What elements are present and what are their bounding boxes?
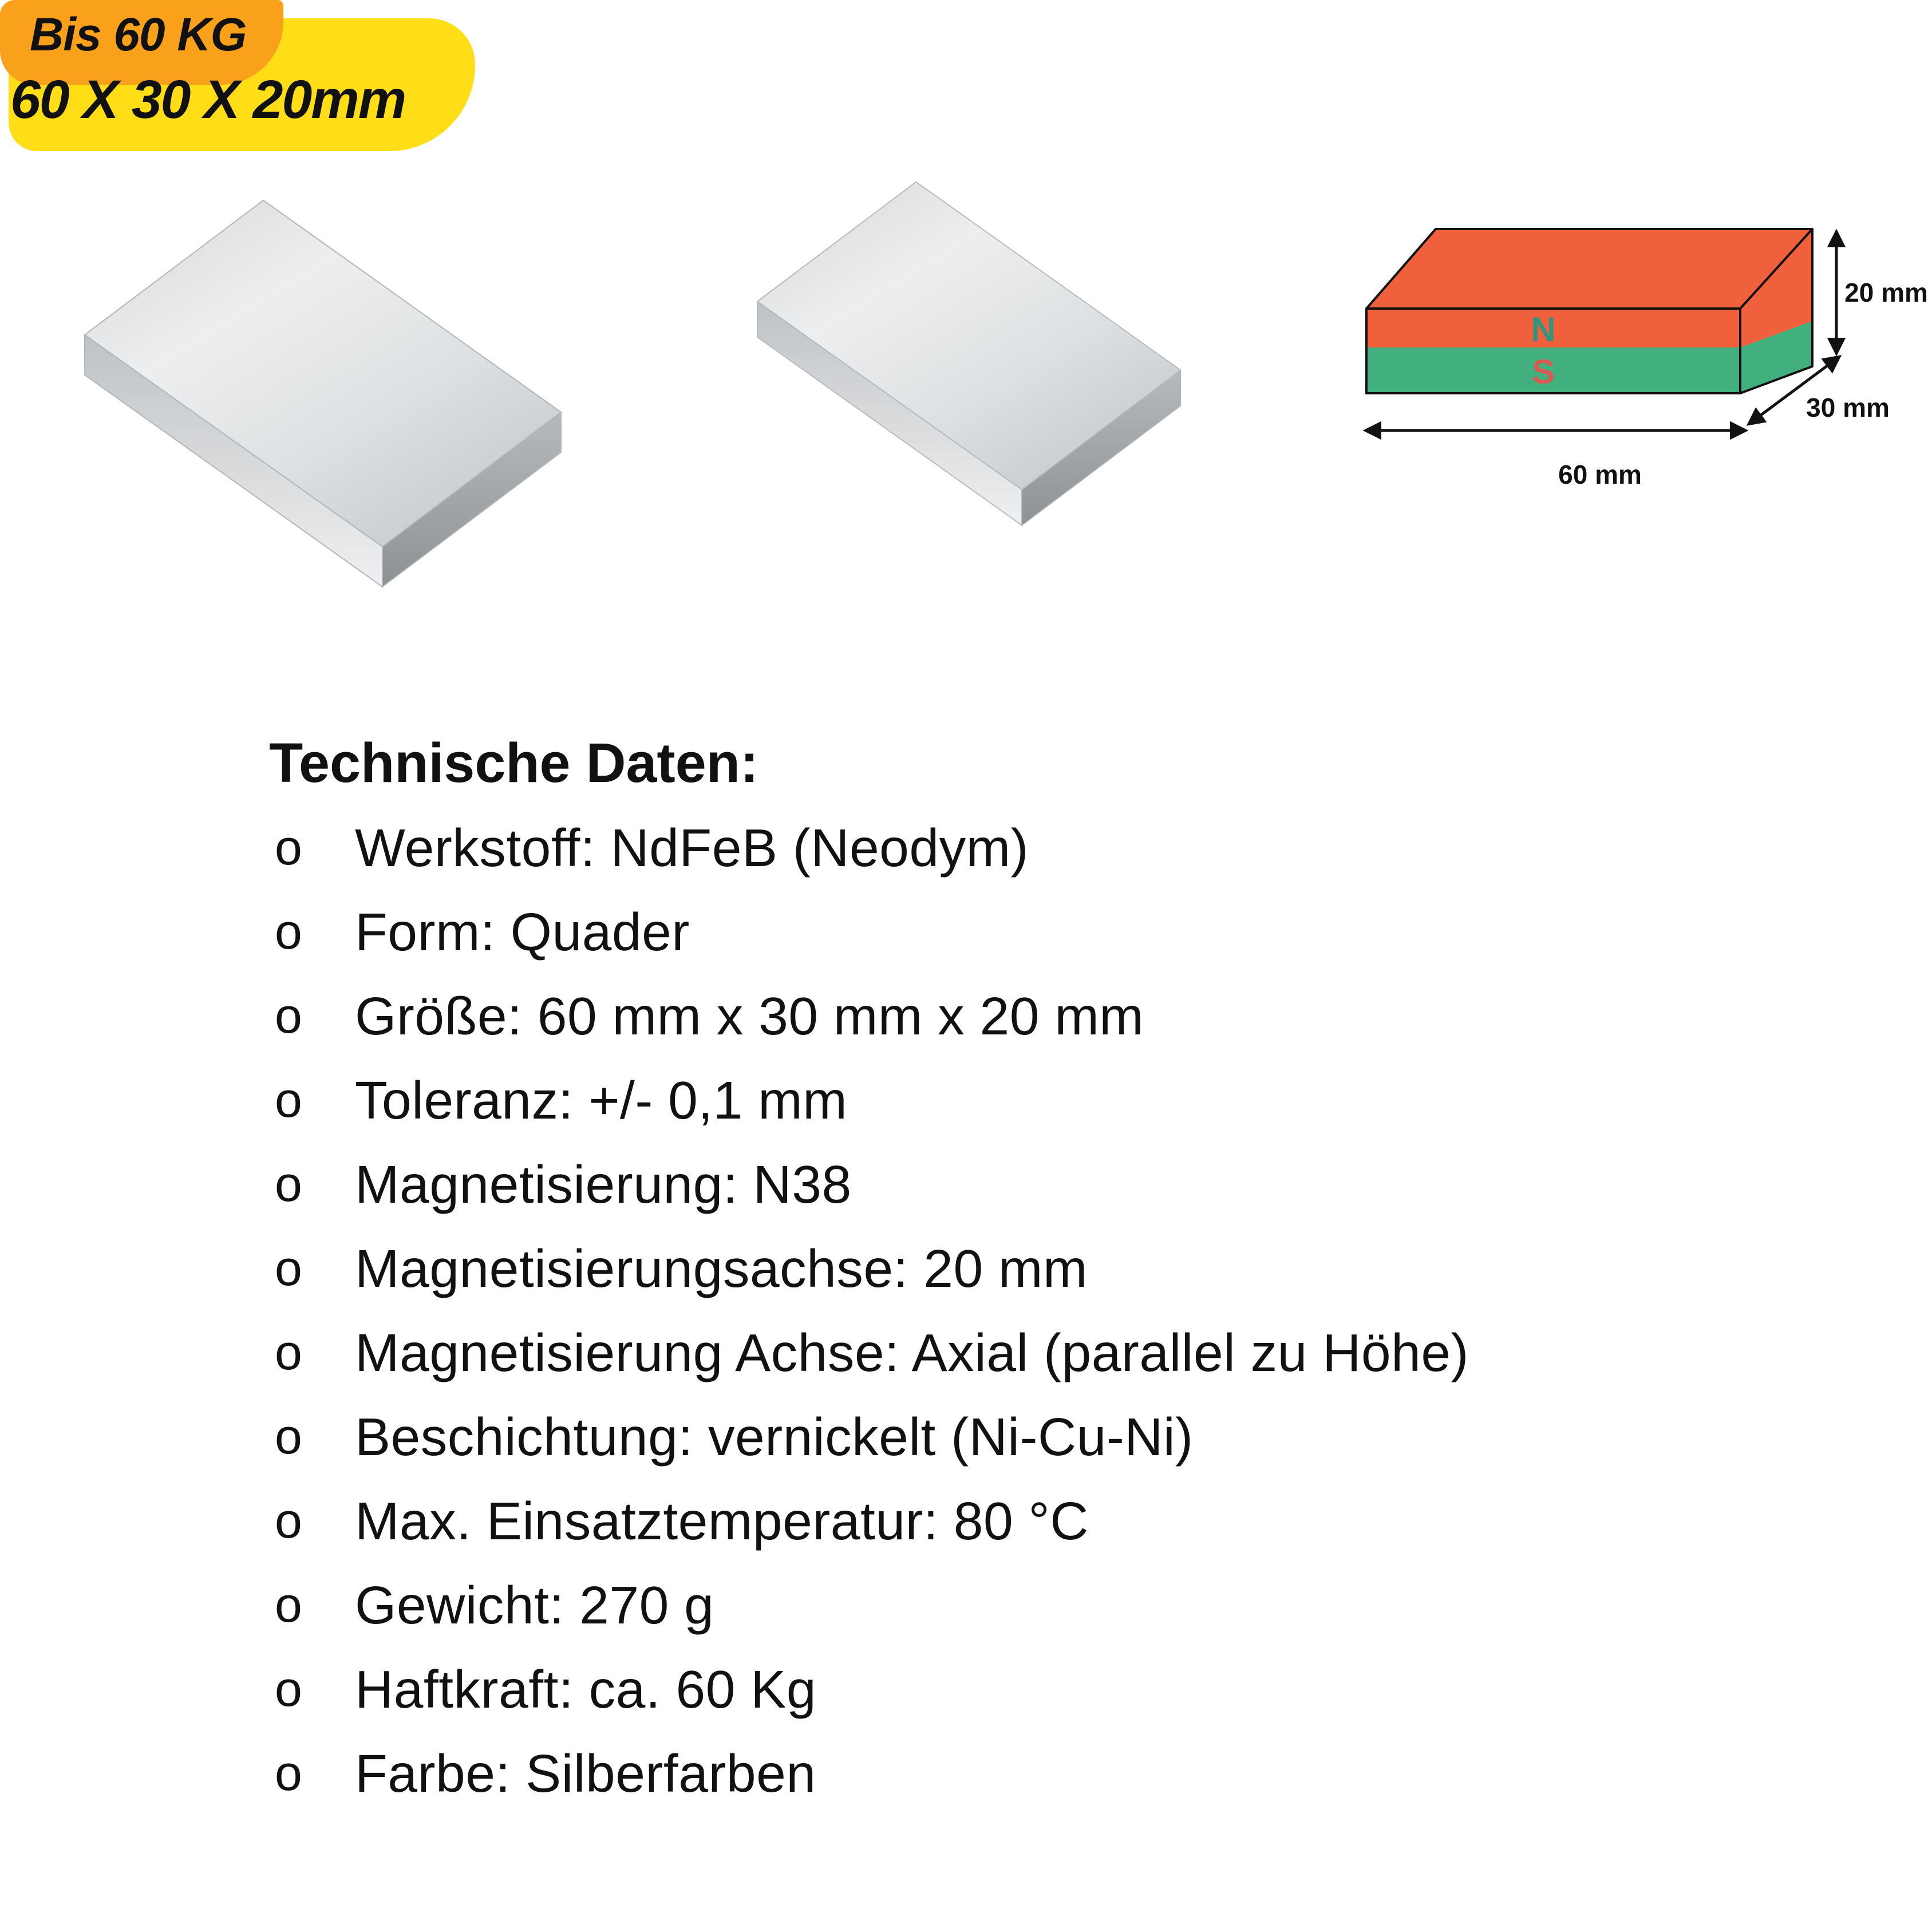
spec-text: Magnetisierung Achse: Axial (parallel zu Höhe) [355,1323,1469,1382]
specs-list [269,806,1901,1816]
specs-title: Technische Daten: [269,732,759,794]
badge-capacity-text: Bis 60 KG [30,9,247,61]
specs-section [269,720,1901,1816]
spec-item [269,1227,1901,1311]
height-dimension-label: 20 mm [1844,278,1928,307]
spec-bullet: o [275,1073,302,1128]
spec-item [269,1732,1901,1816]
badge-dimensions-text: 60 X 30 X 20mm [10,69,406,130]
magnet-photo-1 [69,189,584,595]
spec-bullet: o [275,820,302,875]
spec-text: Werkstoff: NdFeB (Neodym) [355,818,1029,878]
spec-item [269,890,1901,974]
spec-text: Größe: 60 mm x 30 mm x 20 mm [355,986,1144,1046]
spec-text: Farbe: Silberfarben [355,1744,816,1803]
spec-bullet: o [275,1578,302,1633]
spec-item [269,974,1901,1058]
spec-text: Magnetisierung: N38 [355,1155,852,1214]
spec-bullet: o [275,1409,302,1464]
spec-text: Beschichtung: vernickelt (Ni-Cu-Ni) [355,1407,1194,1467]
spec-item [269,1311,1901,1395]
spec-bullet: o [275,1157,302,1212]
spec-bullet: o [275,904,302,959]
spec-item [269,1395,1901,1479]
spec-item [269,1479,1901,1563]
spec-bullet: o [275,989,302,1044]
spec-text: Toleranz: +/- 0,1 mm [355,1070,848,1130]
spec-bullet: o [275,1746,302,1801]
north-pole-label: N [1531,310,1556,349]
spec-bullet: o [275,1494,302,1548]
spec-bullet: o [275,1662,302,1717]
spec-text: Gewicht: 270 g [355,1575,714,1635]
spec-bullet: o [275,1325,302,1380]
diagram-top-face [1366,229,1812,309]
spec-bullet: o [275,1241,302,1296]
magnet-photo-2 [743,172,1201,533]
spec-item [269,1563,1901,1647]
spec-text: Form: Quader [355,902,690,962]
spec-text: Max. Einsatztemperatur: 80 °C [355,1491,1089,1551]
spec-text: Magnetisierungsachse: 20 mm [355,1239,1088,1298]
south-pole-label: S [1531,353,1555,391]
spec-item [269,806,1901,890]
spec-item [269,1058,1901,1143]
magnet-dimension-diagram [1340,195,1929,504]
spec-item [269,1143,1901,1227]
width-dimension-label: 60 mm [1558,460,1642,489]
depth-dimension-label: 30 mm [1806,393,1890,422]
spec-item [269,1647,1901,1732]
spec-text: Haftkraft: ca. 60 Kg [355,1660,817,1719]
